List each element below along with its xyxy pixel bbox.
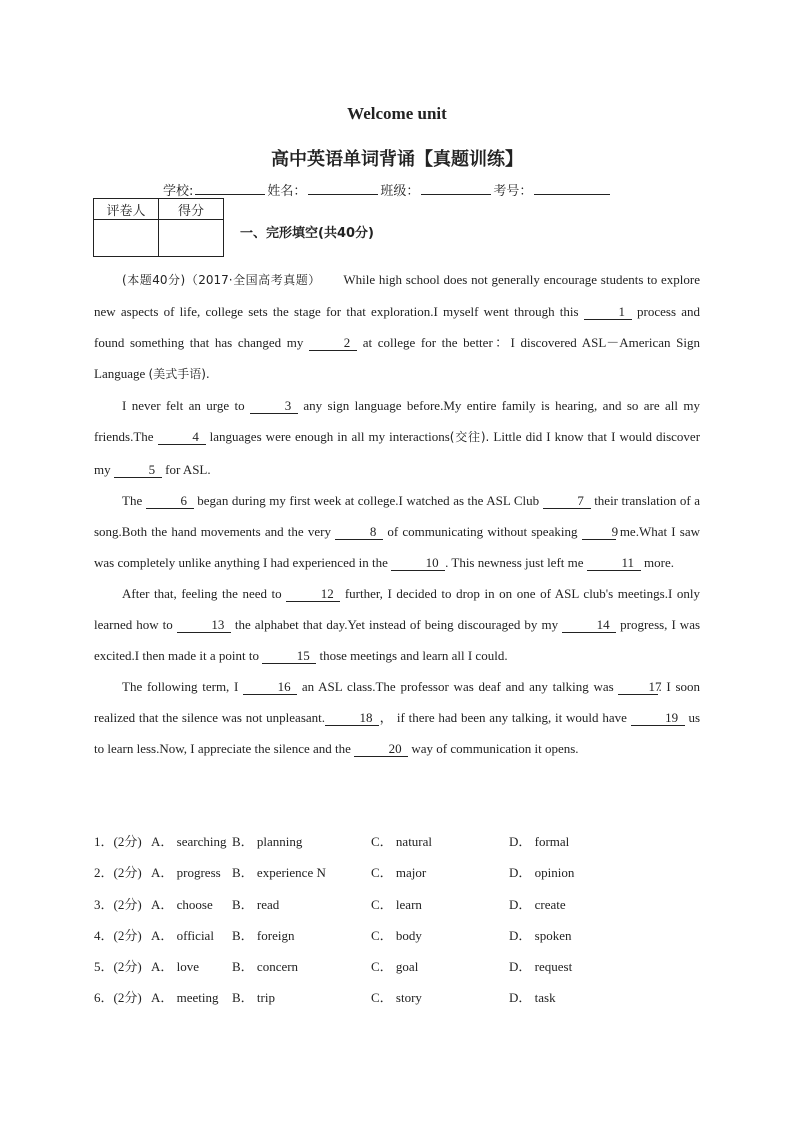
blank-5[interactable]: 5: [114, 463, 162, 478]
blank-2[interactable]: 2: [309, 336, 357, 351]
intro-points: (本题40分): [122, 273, 186, 287]
question-number: 6．(2分): [94, 990, 142, 1006]
blank-20[interactable]: 20: [354, 742, 408, 757]
passage-text: those meetings and learn all I could.: [319, 648, 508, 664]
blank-12[interactable]: 12: [286, 587, 340, 602]
grader-header: 评卷人: [94, 199, 159, 220]
option-c[interactable]: C． goal: [371, 959, 419, 975]
blank-3[interactable]: 3: [250, 399, 298, 414]
option-b[interactable]: B． trip: [232, 990, 275, 1006]
passage-text: began during my first week at college.I watched as the ASL Club: [197, 492, 540, 508]
option-a[interactable]: A． progress: [151, 865, 221, 881]
document-subtitle: 高中英语单词背诵【真题训练】: [271, 149, 523, 170]
paragraph-4: [94, 578, 700, 671]
grader-cell[interactable]: [94, 220, 159, 257]
blank-9[interactable]: 9: [582, 525, 616, 540]
blank-1[interactable]: 1: [584, 305, 632, 320]
passage-text: (美式手语).: [148, 367, 210, 382]
question-number: 3．(2分): [94, 896, 142, 912]
option-b[interactable]: B． planning: [232, 834, 303, 849]
blank-6[interactable]: 6: [146, 494, 194, 509]
passage-text: more.: [644, 554, 674, 570]
paragraph-1: [94, 264, 700, 390]
option-c[interactable]: C． body: [371, 927, 422, 943]
passage-text: me.What I saw was completely unlike anything I had experienced in the: [94, 523, 700, 570]
option-d[interactable]: D． spoken: [509, 927, 572, 943]
passage-text: an ASL class.The professor was deaf and any talking was: [301, 679, 614, 695]
passage-text: After that, feeling the need to: [122, 585, 282, 601]
passage-text: any sign language before.My entire family is hearing, and so are all my friends.The: [94, 398, 700, 445]
school-field[interactable]: [195, 181, 265, 195]
question-number: 4．(2分): [94, 927, 142, 943]
blank-19[interactable]: 19: [631, 711, 685, 726]
passage-text: The following term, I: [122, 679, 239, 695]
option-d[interactable]: D． opinion: [509, 865, 575, 881]
blank-17[interactable]: 17: [618, 680, 658, 695]
blank-16[interactable]: 16: [243, 680, 297, 695]
score-header: 得分: [159, 199, 224, 220]
option-c[interactable]: C． story: [371, 990, 422, 1006]
question-row: [94, 826, 714, 857]
option-a[interactable]: A． love: [151, 959, 200, 975]
option-b[interactable]: B． read: [232, 896, 280, 912]
paragraph-3: [94, 485, 700, 578]
option-d[interactable]: D． request: [509, 959, 573, 975]
question-number: 5．(2分): [94, 959, 142, 975]
question-number: 1．(2分): [94, 834, 142, 849]
class-field[interactable]: [421, 181, 491, 195]
student-info-line: [163, 180, 612, 199]
class-label: 班级：: [380, 184, 420, 199]
passage-text: further, I decided to drop in on one of ASL club's meetings.I only learned how to: [94, 585, 700, 633]
blank-8[interactable]: 8: [335, 525, 383, 540]
option-a[interactable]: A． meeting: [151, 990, 219, 1006]
passage-text: at college for the better：I discovered ASL－American Sign Language: [94, 335, 701, 382]
question-row: [94, 889, 714, 920]
passage-text: of communicating without speaking: [387, 523, 578, 539]
passage-text: . This newness just left me: [445, 554, 584, 570]
question-row: [94, 951, 714, 982]
blank-13[interactable]: 13: [177, 618, 231, 633]
blank-10[interactable]: 10: [391, 556, 445, 571]
school-label: 学校:: [163, 184, 194, 199]
passage-text: their translation of a song.Both the hand movements and the very: [94, 492, 701, 539]
passage-text: the alphabet that day.Yet instead of being discouraged by my: [234, 617, 559, 633]
blank-11[interactable]: 11: [587, 556, 641, 571]
passage-text: The: [122, 492, 143, 508]
exam-no-field[interactable]: [534, 181, 610, 195]
option-d[interactable]: D． formal: [509, 834, 570, 849]
blank-18[interactable]: 18: [325, 711, 379, 726]
intro-source: （2017·全国高考真题）: [185, 273, 321, 287]
passage-text: ， if there had been any talking, it would have: [379, 710, 627, 726]
passage-text: us to learn less.Now, I appreciate the silence and the: [94, 710, 701, 757]
passage-text: for ASL.: [165, 461, 211, 477]
cloze-passage: [94, 264, 700, 765]
passage-text: While high school does not generally encourage students to explore new aspects of life, college sets the stage for that exploration.I myself went through this: [94, 272, 701, 320]
passage-text: progress, I was excited.I then made it a point to: [94, 617, 701, 664]
option-c[interactable]: C． natural: [371, 834, 433, 849]
score-table: [93, 198, 224, 257]
blank-7[interactable]: 7: [543, 494, 591, 509]
document-title: Welcome unit: [347, 104, 447, 123]
passage-text: . I soon realized that the silence was not unpleasant.: [94, 679, 701, 726]
exam-no-label: 考号：: [493, 184, 533, 199]
passage-text: languages were enough in all my interactions: [209, 429, 450, 445]
name-field[interactable]: [308, 181, 378, 195]
option-b[interactable]: B． foreign: [232, 927, 295, 943]
blank-4[interactable]: 4: [158, 430, 206, 445]
option-b[interactable]: B． experience N: [232, 865, 326, 881]
passage-text: process and found something that has changed my: [94, 304, 700, 351]
question-row: [94, 920, 714, 951]
blank-15[interactable]: 15: [262, 649, 316, 664]
blank-14[interactable]: 14: [562, 618, 616, 633]
question-row: [94, 857, 714, 888]
paragraph-5: [94, 671, 700, 764]
option-a[interactable]: A． official: [151, 927, 214, 943]
passage-text: way of communication it opens.: [411, 741, 579, 757]
option-a[interactable]: A． searching: [151, 834, 227, 849]
option-c[interactable]: C． major: [371, 865, 427, 881]
option-c[interactable]: C． learn: [371, 896, 422, 912]
passage-text: I never felt an urge to: [122, 398, 245, 414]
question-number: 2．(2分): [94, 865, 142, 881]
option-b[interactable]: B． concern: [232, 959, 299, 975]
section-heading: 一、完形填空(共40分): [240, 226, 374, 241]
option-d[interactable]: D． task: [509, 990, 556, 1006]
passage-text: (交往).: [449, 430, 490, 445]
passage-text: Little did I know that I would discover my: [94, 429, 701, 477]
option-a[interactable]: A． choose: [151, 896, 213, 912]
question-options: [94, 826, 714, 1014]
name-label: 姓名：: [267, 184, 307, 199]
question-row: [94, 982, 714, 1013]
score-cell[interactable]: [159, 220, 224, 257]
option-d[interactable]: D． create: [509, 896, 566, 912]
paragraph-2: [94, 390, 700, 484]
